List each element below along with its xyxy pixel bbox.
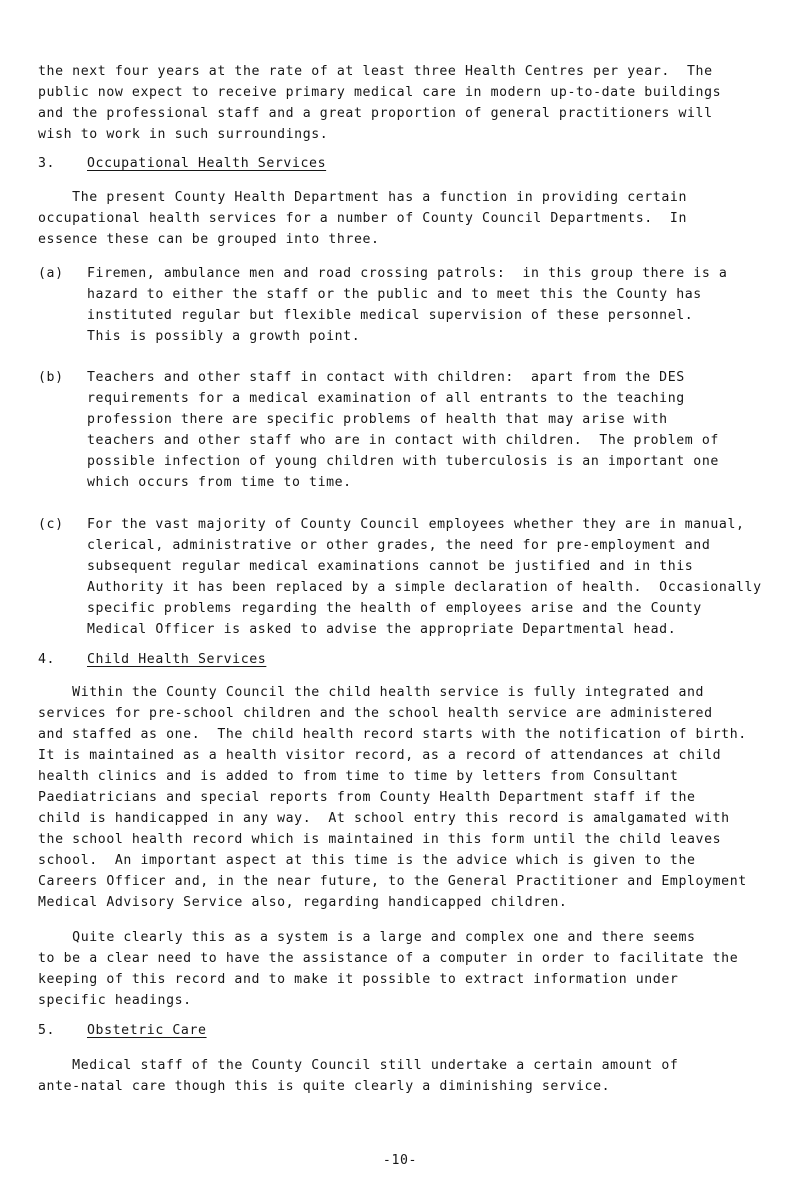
body-line: keeping of this record and to make it possible to extract information under: [38, 972, 679, 987]
list-item-line: which occurs from time to time.: [87, 475, 352, 490]
list-item-line: Medical Officer is asked to advise the appropriate Departmental head.: [87, 622, 677, 637]
body-line: and staffed as one. The child health record starts with the notification of birth.: [38, 727, 747, 742]
list-item-line: profession there are specific problems of health that may arise with: [87, 412, 668, 427]
section-number: 3.: [38, 156, 56, 171]
list-item-line: possible infection of young children with tuberculosis is an important one: [87, 454, 719, 469]
body-line: ante-natal care though this is quite clearly a diminishing service.: [38, 1079, 611, 1094]
list-item-line: instituted regular but flexible medical supervision of these personnel.: [87, 308, 694, 323]
body-line: services for pre-school children and the school health service are administered: [38, 706, 713, 721]
body-line: child is handicapped in any way. At school entry this record is amalgamated with: [38, 811, 730, 826]
list-marker: (a): [38, 266, 64, 281]
section-number: 4.: [38, 652, 56, 667]
list-item-line: specific problems regarding the health of employees arise and the County: [87, 601, 702, 616]
list-item-line: teachers and other staff who are in contact with children. The problem of: [87, 433, 719, 448]
list-item-line: Teachers and other staff in contact with children: apart from the DES: [87, 370, 685, 385]
body-line: Within the County Council the child health service is fully integrated and: [38, 685, 705, 700]
list-item-line: requirements for a medical examination of all entrants to the teaching: [87, 391, 685, 406]
list-item-line: For the vast majority of County Council employees whether they are in manual,: [87, 517, 745, 532]
section-heading: Child Health Services: [87, 652, 267, 667]
body-line: Paediatricians and special reports from County Health Department staff if the: [38, 790, 696, 805]
body-line: school. An important aspect at this time is the advice which is given to the: [38, 853, 696, 868]
body-line: Careers Officer and, in the near future, to the General Practitioner and Employment: [38, 874, 747, 889]
body-line: wish to work in such surroundings.: [38, 127, 329, 142]
list-item-line: This is possibly a growth point.: [87, 329, 361, 344]
body-line: health clinics and is added to from time to time by letters from Consultant: [38, 769, 679, 784]
body-line: Medical staff of the County Council still undertake a certain amount of: [38, 1058, 679, 1073]
body-line: public now expect to receive primary medical care in modern up-to-date buildings: [38, 85, 722, 100]
body-line: specific headings.: [38, 993, 192, 1008]
body-line: essence these can be grouped into three.: [38, 232, 380, 247]
body-line: the school health record which is maintained in this form until the child leaves: [38, 832, 722, 847]
list-marker: (c): [38, 517, 64, 532]
body-line: It is maintained as a health visitor record, as a record of attendances at child: [38, 748, 722, 763]
list-marker: (b): [38, 370, 64, 385]
body-line: and the professional staff and a great proportion of general practitioners will: [38, 106, 713, 121]
list-item-line: Authority it has been replaced by a simple declaration of health. Occasionally: [87, 580, 762, 595]
section-number: 5.: [38, 1023, 56, 1038]
section-heading: Obstetric Care: [87, 1023, 207, 1038]
body-line: Quite clearly this as a system is a large and complex one and there seems: [38, 930, 696, 945]
body-line: the next four years at the rate of at least three Health Centres per year. The: [38, 64, 713, 79]
body-line: occupational health services for a number of County Council Departments. In: [38, 211, 688, 226]
body-line: The present County Health Department has a function in providing certain: [38, 190, 688, 205]
list-item-line: clerical, administrative or other grades, the need for pre-employment and: [87, 538, 711, 553]
list-item-line: hazard to either the staff or the public and to meet this the County has: [87, 287, 702, 302]
list-item-line: subsequent regular medical examinations cannot be justified and in this: [87, 559, 694, 574]
section-heading: Occupational Health Services: [87, 156, 327, 171]
list-item-line: Firemen, ambulance men and road crossing patrols: in this group there is a: [87, 266, 728, 281]
page-number: -10-: [382, 1153, 418, 1168]
body-line: Medical Advisory Service also, regarding handicapped children.: [38, 895, 568, 910]
body-line: to be a clear need to have the assistance of a computer in order to facilitate the: [38, 951, 739, 966]
